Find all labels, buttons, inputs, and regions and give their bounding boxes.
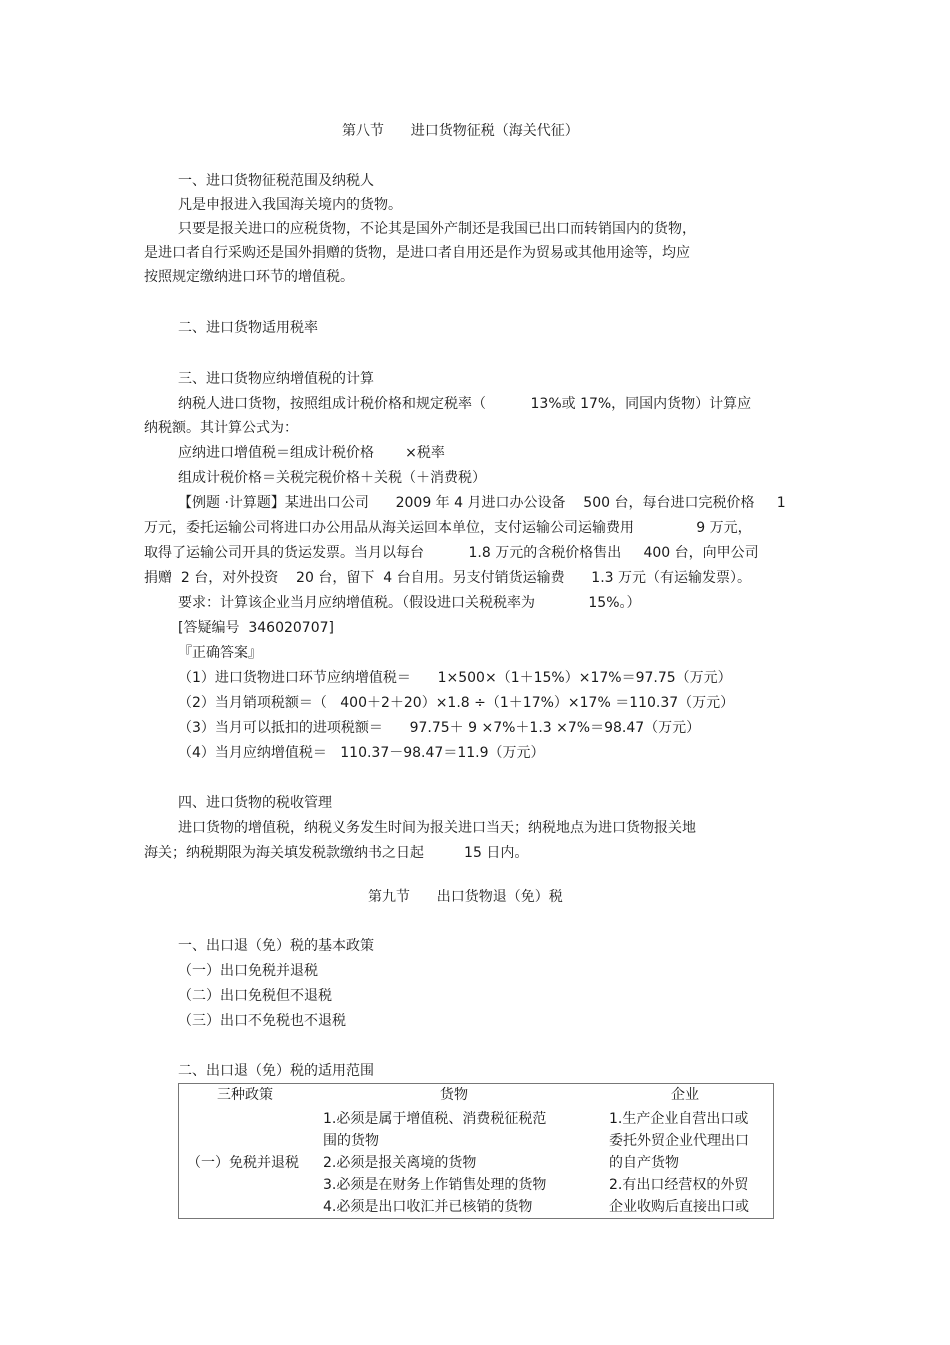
policy-cell: （一）免税并退税 (187, 1155, 299, 1171)
example-line-3: 取得了运输公司开具的货运发票。当月以每台 1.8 万元的含税价格售出 400 台，向甲公司 (144, 545, 759, 561)
paragraph-2-line-2: 是进口者自行采购还是国外捐赠的货物，是进口者自用还是作为贸易或其他用途等，均应 (144, 245, 690, 261)
heading-3: 三、进口货物应纳增值税的计算 (178, 371, 374, 387)
header-policy: 三种政策 (217, 1087, 273, 1103)
goods-line: 1.必须是属于增值税、消费税征税范 (323, 1111, 547, 1127)
policy-item-2: （二）出口免税但不退税 (178, 988, 332, 1004)
heading-1: 一、进口货物征税范围及纳税人 (178, 173, 374, 189)
paragraph-4-line-1: 进口货物的增值税，纳税义务发生时间为报关进口当天；纳税地点为进口货物报关地 (178, 820, 696, 836)
policy-item-3: （三）出口不免税也不退税 (178, 1013, 346, 1029)
example-line-1: 【例题 ·计算题】某进出口公司 2009 年 4 月进口办公设备 500 台，每台进口完税价格 1 (178, 495, 786, 511)
answer-step-2: （2）当月销项税额＝（ 400＋2＋20）×1.8 ÷（1＋17%）×17% ＝110.37（万元） (178, 695, 735, 711)
answer-step-3: （3）当月可以抵扣的进项税额＝ 97.75＋ 9 ×7%＋1.3 ×7%＝98.47（万元） (178, 720, 701, 736)
sec9-heading-1: 一、出口退（免）税的基本政策 (178, 938, 374, 954)
goods-line: 3.必须是在财务上作销售处理的货物 (323, 1177, 547, 1193)
enterprise-line: 2.有出口经营权的外贸 (609, 1177, 749, 1193)
goods-line: 2.必须是报关离境的货物 (323, 1155, 477, 1171)
table-row (179, 1108, 774, 1219)
scope-table (178, 1083, 774, 1219)
sec9-heading-2: 二、出口退（免）税的适用范围 (178, 1063, 374, 1079)
enterprise-line: 1.生产企业自营出口或 (609, 1111, 749, 1127)
enterprise-line: 的自产货物 (609, 1155, 679, 1171)
paragraph-3-line-1: 纳税人进口货物，按照组成计税价格和规定税率（ 13%或 17%，同国内货物）计算应 (178, 396, 752, 412)
enterprise-line: 企业收购后直接出口或 (609, 1199, 749, 1215)
section-8-title: 第八节 进口货物征税（海关代征） (342, 123, 579, 139)
heading-4: 四、进口货物的税收管理 (178, 795, 332, 811)
table-header-row (179, 1084, 774, 1109)
goods-cell (311, 1108, 597, 1219)
paragraph-3-line-2: 纳税额。其计算公式为： (144, 420, 298, 436)
policy-item-1: （一）出口免税并退税 (178, 963, 318, 979)
formula-2: 组成计税价格＝关税完税价格＋关税（＋消费税） (178, 470, 486, 486)
answer-step-4: （4）当月应纳增值税＝ 110.37－98.47＝11.9（万元） (178, 745, 545, 761)
header-goods: 货物 (440, 1087, 468, 1103)
paragraph-4-line-2: 海关；纳税期限为海关填发税款缴纳书之日起 15 日内。 (144, 845, 529, 861)
example-line-4: 捐赠 2 台，对外投资 20 台，留下 4 台自用。另支付销货运输费 1.3 万元（有运输发票）。 (144, 570, 751, 586)
paragraph-1: 凡是申报进入我国海关境内的货物。 (178, 197, 402, 213)
enterprise-cell (597, 1108, 774, 1219)
header-enterprise: 企业 (671, 1087, 699, 1103)
goods-line: 围的货物 (323, 1133, 379, 1149)
section-9-title: 第九节 出口货物退（免）税 (368, 889, 563, 905)
answer-label: 『正确答案』 (178, 645, 262, 661)
example-line-2: 万元，委托运输公司将进口办公用品从海关运回本单位，支付运输公司运输费用 9 万元， (144, 520, 752, 536)
formula-1: 应纳进口增值税＝组成计税价格 ×税率 (178, 445, 445, 461)
goods-line: 4.必须是出口收汇并已核销的货物 (323, 1199, 533, 1215)
answer-step-1: （1）进口货物进口环节应纳增值税＝ 1×500×（1＋15%）×17%＝97.75（万元） (178, 670, 732, 686)
paragraph-2-line-3: 按照规定缴纳进口环节的增值税。 (144, 269, 354, 285)
enterprise-line: 委托外贸企业代理出口 (609, 1133, 749, 1149)
requirement: 要求：计算该企业当月应纳增值税。（假设进口关税税率为 15%。） (178, 595, 641, 611)
paragraph-2-line-1: 只要是报关进口的应税货物，不论其是国外产制还是我国已出口而转销国内的货物， (178, 221, 696, 237)
answer-code: [答疑编号 346020707] (178, 620, 334, 636)
heading-2: 二、进口货物适用税率 (178, 320, 318, 336)
